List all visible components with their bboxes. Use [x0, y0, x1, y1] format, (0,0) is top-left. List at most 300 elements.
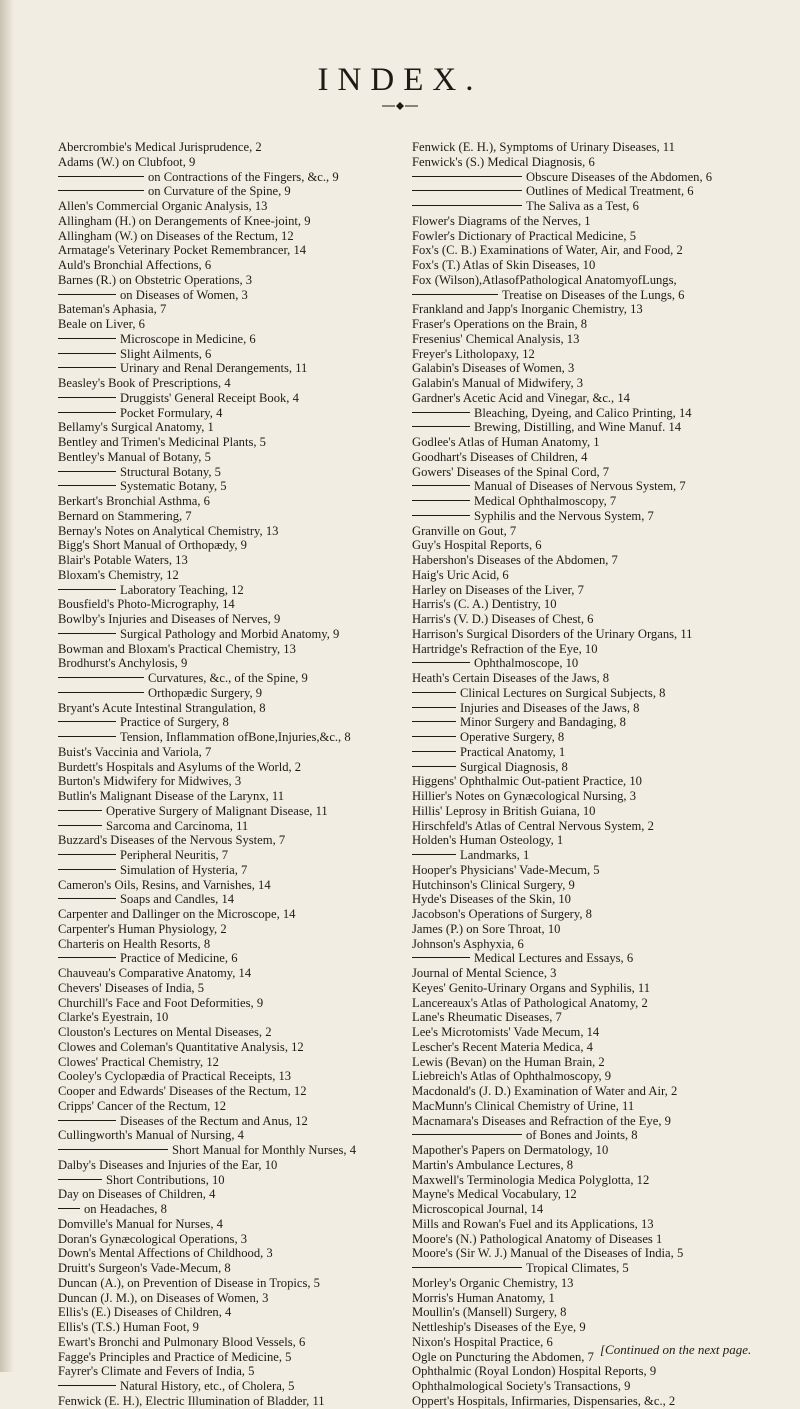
index-entry: [412, 996, 760, 1011]
index-entry: [412, 1217, 760, 1232]
index-entry: [58, 450, 388, 465]
index-entry-text: Hooper's Physicians' Vade-Mecum, 5: [412, 862, 600, 877]
index-entry: [412, 745, 760, 760]
index-entry: [412, 199, 760, 214]
index-entry: [58, 1143, 388, 1158]
index-entry-text: Allen's Commercial Organic Analysis, 13: [58, 199, 268, 213]
index-entry: [58, 730, 388, 745]
index-entry: [412, 1099, 760, 1114]
index-entry: [412, 627, 760, 642]
index-entry-text: Clinical Lectures on Surgical Subjects, 8: [460, 685, 666, 700]
index-entry: [58, 833, 388, 848]
index-entry: [412, 642, 760, 657]
ditto-dash: [412, 957, 470, 958]
index-entry: [58, 361, 388, 376]
index-entry: [58, 774, 388, 789]
index-entry-text: Operative Surgery of Malignant Disease, 11: [106, 803, 328, 818]
index-entry-text: Godlee's Atlas of Human Anatomy, 1: [412, 435, 600, 449]
index-entry: [58, 642, 388, 657]
ditto-dash: [412, 707, 456, 708]
index-entry-text: Cameron's Oils, Resins, and Varnishes, 14: [58, 877, 271, 892]
index-entry-text: Adams (W.) on Clubfoot, 9: [58, 154, 196, 169]
index-entry-text: Bloxam's Chemistry, 12: [58, 567, 179, 582]
index-entry-text: Tension, Inflammation ofBone,Injuries,&c., 8: [120, 730, 351, 744]
index-entry-text: Simulation of Hysteria, 7: [120, 862, 248, 877]
ditto-dash: [58, 736, 116, 737]
index-entry: [58, 1202, 388, 1217]
index-entry: [58, 1055, 388, 1070]
index-entry-text: Clowes and Coleman's Quantitative Analysis, 12: [58, 1039, 304, 1054]
index-entry-text: Cripps' Cancer of the Rectum, 12: [58, 1098, 227, 1113]
index-entry-text: Duncan (J. M.), on Diseases of Women, 3: [58, 1290, 269, 1305]
index-column-right: [412, 140, 760, 1409]
index-entry: [412, 1173, 760, 1188]
index-entry: [412, 1040, 760, 1055]
index-entry: [58, 376, 388, 391]
index-entry-text: Goodhart's Diseases of Children, 4: [412, 449, 588, 464]
index-entry: [412, 391, 760, 406]
index-entry-text: Fox's (T.) Atlas of Skin Diseases, 10: [412, 258, 596, 272]
ditto-dash: [412, 662, 470, 663]
index-entry-text: Pocket Formulary, 4: [120, 405, 223, 420]
index-entry-text: Morris's Human Anatomy, 1: [412, 1290, 555, 1305]
index-entry: [412, 568, 760, 583]
index-entry-text: Granville on Gout, 7: [412, 523, 517, 538]
index-entry: [412, 509, 760, 524]
index-entry: [58, 1394, 388, 1409]
index-entry-text: Cooper and Edwards' Diseases of the Rectum, 12: [58, 1084, 307, 1098]
ditto-dash: [412, 751, 456, 752]
index-entry-text: Fagge's Principles and Practice of Medicine, 5: [58, 1349, 292, 1364]
index-entry: [58, 420, 388, 435]
index-entry: [58, 627, 388, 642]
index-entry: [58, 981, 388, 996]
index-entry-text: Harris's (C. A.) Dentistry, 10: [412, 597, 557, 612]
index-entry-text: Buist's Vaccinia and Variola, 7: [58, 744, 212, 759]
index-entry-text: on Contractions of the Fingers, &c., 9: [148, 169, 339, 184]
ditto-dash: [58, 692, 144, 693]
index-entry-text: Berkart's Bronchial Asthma, 6: [58, 494, 210, 508]
index-entry-text: Domville's Manual for Nurses, 4: [58, 1216, 223, 1231]
index-entry: [412, 273, 760, 288]
index-entry: [412, 229, 760, 244]
index-entry: [412, 1291, 760, 1306]
index-entry: [58, 1246, 388, 1261]
index-entry: [412, 553, 760, 568]
index-entry-text: Heath's Certain Diseases of the Jaws, 8: [412, 671, 610, 685]
index-entry: [58, 848, 388, 863]
index-entry-text: Hartridge's Refraction of the Eye, 10: [412, 641, 598, 656]
index-entry: [58, 1010, 388, 1025]
index-entry-text: Mills and Rowan's Fuel and its Applications, 13: [412, 1216, 654, 1231]
index-entry: [412, 1320, 760, 1335]
index-entry-text: Nixon's Hospital Practice, 6: [412, 1334, 553, 1349]
index-entry-text: Ophthalmological Society's Transactions, 9: [412, 1379, 631, 1393]
index-entry: [412, 715, 760, 730]
index-entry: [58, 1173, 388, 1188]
index-entry: [412, 155, 760, 170]
index-entry: [412, 671, 760, 686]
index-entry-text: Diseases of the Rectum and Anus, 12: [120, 1113, 308, 1128]
index-entry: [58, 155, 388, 170]
index-entry-text: Auld's Bronchial Affections, 6: [58, 258, 212, 272]
index-entry: [58, 597, 388, 612]
index-entry-text: Practice of Surgery, 8: [120, 715, 229, 730]
index-entry: [412, 686, 760, 701]
index-entry-text: Clarke's Eyestrain, 10: [58, 1010, 169, 1025]
index-entry-text: Brodhurst's Anchylosis, 9: [58, 656, 188, 671]
index-entry-text: Clowes' Practical Chemistry, 12: [58, 1054, 219, 1069]
index-entry: [412, 907, 760, 922]
index-entry-text: Practice of Medicine, 6: [120, 951, 238, 966]
index-entry: [412, 892, 760, 907]
index-entry-text: on Headaches, 8: [84, 1202, 167, 1216]
index-entry: [58, 1158, 388, 1173]
index-entry: [58, 951, 388, 966]
index-entry-text: Journal of Mental Science, 3: [412, 966, 557, 980]
index-entry: [412, 420, 760, 435]
index-entry-text: Guy's Hospital Reports, 6: [412, 538, 542, 553]
ditto-dash: [412, 1267, 522, 1268]
ditto-dash: [412, 294, 498, 295]
index-entry-text: Nettleship's Diseases of the Eye, 9: [412, 1320, 586, 1334]
index-entry: [412, 1246, 760, 1261]
index-entry: [412, 302, 760, 317]
index-entry-text: Minor Surgery and Bandaging, 8: [460, 715, 626, 730]
index-entry-text: Curvatures, &c., of the Spine, 9: [148, 671, 308, 685]
index-entry: [58, 317, 388, 332]
ditto-dash: [58, 825, 102, 826]
index-entry-text: The Saliva as a Test, 6: [526, 199, 639, 213]
ditto-dash: [412, 515, 470, 516]
index-entry: [412, 140, 760, 155]
index-entry-text: Bernard on Stammering, 7: [58, 508, 192, 523]
ditto-dash: [58, 338, 116, 339]
index-entry-text: Harrison's Surgical Disorders of the Urinary Organs, 11: [412, 626, 693, 641]
index-entry-text: Duncan (A.), on Prevention of Disease in Tropics, 5: [58, 1275, 320, 1290]
index-entry: [412, 288, 760, 303]
index-entry-text: Ophthalmic (Royal London) Hospital Reports, 9: [412, 1364, 657, 1379]
index-entry: [412, 524, 760, 539]
index-entry: [58, 789, 388, 804]
index-column-left: [58, 140, 388, 1409]
ditto-dash: [58, 176, 144, 177]
ditto-dash: [58, 1385, 116, 1386]
index-entry-text: Carpenter's Human Physiology, 2: [58, 921, 227, 936]
index-entry-text: Microscope in Medicine, 6: [120, 331, 256, 346]
index-entry-text: Chevers' Diseases of India, 5: [58, 980, 205, 995]
index-entry: [58, 612, 388, 627]
index-entry: [412, 332, 760, 347]
index-entry-text: Surgical Pathology and Morbid Anatomy, 9: [120, 626, 340, 641]
index-entry-text: Allingham (W.) on Diseases of the Rectum, 12: [58, 228, 294, 243]
index-entry-text: Cooley's Cyclopædia of Practical Receipts, 13: [58, 1069, 292, 1084]
index-entry: [58, 302, 388, 317]
index-entry: [58, 1335, 388, 1350]
ditto-dash: [412, 854, 456, 855]
index-entry-text: Fayrer's Climate and Fevers of India, 5: [58, 1364, 255, 1379]
index-entry: [412, 1187, 760, 1202]
index-entry-text: Practical Anatomy, 1: [460, 744, 566, 759]
index-entry-text: Bellamy's Surgical Anatomy, 1: [58, 420, 214, 435]
index-entry-text: Medical Lectures and Essays, 6: [474, 951, 634, 966]
ditto-dash: [58, 677, 144, 678]
index-entry: [58, 686, 388, 701]
index-entry: [58, 199, 388, 214]
index-entry: [412, 538, 760, 553]
ditto-dash: [58, 190, 144, 191]
index-entry-text: Macnamara's Diseases and Refraction of the Eye, 9: [412, 1113, 671, 1128]
index-entry-text: Surgical Diagnosis, 8: [460, 759, 568, 774]
index-entry: [412, 848, 760, 863]
index-entry-text: Lane's Rheumatic Diseases, 7: [412, 1010, 562, 1025]
index-entry: [58, 184, 388, 199]
index-entry: [412, 1394, 760, 1409]
index-entry-text: Lancereaux's Atlas of Pathological Anatomy, 2: [412, 995, 648, 1010]
ditto-dash: [58, 485, 116, 486]
index-entry: [412, 1158, 760, 1173]
ditto-dash: [58, 957, 116, 958]
index-entry-text: Haig's Uric Acid, 6: [412, 567, 509, 582]
index-entry-text: Structural Botany, 5: [120, 464, 221, 479]
index-entry-text: Bigg's Short Manual of Orthopædy, 9: [58, 538, 247, 553]
index-entry-text: Chauveau's Comparative Anatomy, 14: [58, 966, 252, 980]
index-entry-text: Dalby's Diseases and Injuries of the Ear, 10: [58, 1157, 278, 1172]
ditto-dash: [412, 176, 522, 177]
index-entry-text: Morley's Organic Chemistry, 13: [412, 1275, 574, 1290]
index-entry: [412, 966, 760, 981]
ditto-dash: [412, 190, 522, 191]
index-entry: [412, 774, 760, 789]
index-entry: [58, 509, 388, 524]
index-entry: [58, 892, 388, 907]
index-entry-text: Syphilis and the Nervous System, 7: [474, 508, 654, 523]
index-entry: [58, 1379, 388, 1394]
index-entry: [58, 907, 388, 922]
index-entry: [58, 538, 388, 553]
index-entry: [58, 568, 388, 583]
index-entry-text: Fenwick (E. H.), Electric Illumination of Bladder, 11: [58, 1393, 325, 1408]
index-entry: [412, 317, 760, 332]
index-entry-text: Liebreich's Atlas of Ophthalmoscopy, 9: [412, 1069, 612, 1084]
index-entry-text: Day on Diseases of Children, 4: [58, 1187, 216, 1202]
index-entry: [412, 656, 760, 671]
index-entry: [58, 760, 388, 775]
index-entry-text: Abercrombie's Medical Jurisprudence, 2: [58, 140, 262, 154]
index-entry: [412, 1084, 760, 1099]
ditto-dash: [412, 412, 470, 413]
ditto-dash: [412, 721, 456, 722]
index-entry-text: Hillis' Leprosy in British Guiana, 10: [412, 803, 596, 818]
index-entry: [58, 1084, 388, 1099]
index-entry-text: Blair's Potable Waters, 13: [58, 553, 188, 567]
index-entry-text: Ellis's (T.S.) Human Foot, 9: [58, 1320, 199, 1334]
index-entry: [58, 1040, 388, 1055]
index-entry-text: Microscopical Journal, 14: [412, 1202, 544, 1216]
index-entry: [58, 656, 388, 671]
index-entry: [58, 1128, 388, 1143]
index-entry-text: Medical Ophthalmoscopy, 7: [474, 494, 617, 508]
index-entry-text: Tropical Climates, 5: [526, 1261, 629, 1275]
index-entry-text: Bentley's Manual of Botany, 5: [58, 449, 211, 464]
index-entry-text: Systematic Botany, 5: [120, 479, 227, 494]
ditto-dash: [58, 412, 116, 413]
index-entry-text: Outlines of Medical Treatment, 6: [526, 184, 694, 199]
index-entry: [412, 479, 760, 494]
index-entry-text: Bousfield's Photo-Micrography, 14: [58, 597, 235, 612]
index-entry: [412, 1305, 760, 1320]
index-entry-text: Bowlby's Injuries and Diseases of Nerves, 9: [58, 612, 281, 626]
index-entry: [412, 1202, 760, 1217]
ditto-dash: [58, 721, 116, 722]
index-entry: [412, 406, 760, 421]
index-entry: [58, 391, 388, 406]
index-entry-text: Ophthalmoscope, 10: [474, 656, 579, 671]
index-entry-text: Short Manual for Monthly Nurses, 4: [172, 1143, 356, 1157]
index-entry-text: Soaps and Candles, 14: [120, 892, 235, 907]
index-entry-text: Flower's Diagrams of the Nerves, 1: [412, 213, 591, 228]
index-entry: [412, 1379, 760, 1394]
index-entry-text: Peripheral Neuritis, 7: [120, 848, 229, 862]
index-entry: [58, 671, 388, 686]
index-entry-text: Galabin's Diseases of Women, 3: [412, 361, 575, 376]
index-entry: [58, 804, 388, 819]
ditto-dash: [412, 1134, 522, 1135]
index-entry-text: on Curvature of the Spine, 9: [148, 184, 291, 199]
index-entry-text: Charteris on Health Resorts, 8: [58, 936, 211, 951]
index-entry: [412, 376, 760, 391]
index-entry-text: Bernay's Notes on Analytical Chemistry, 13: [58, 523, 279, 538]
index-entry: [58, 1291, 388, 1306]
index-entry: [58, 479, 388, 494]
index-entry-text: Fox's (C. B.) Examinations of Water, Air, and Food, 2: [412, 243, 683, 258]
index-entry: [412, 1128, 760, 1143]
index-entry-text: Johnson's Asphyxia, 6: [412, 936, 524, 951]
index-entry-text: Gardner's Acetic Acid and Vinegar, &c., 14: [412, 390, 630, 405]
index-entry: [58, 243, 388, 258]
ditto-dash: [58, 1208, 80, 1209]
page-title: INDEX.: [317, 62, 483, 99]
index-entry: [58, 937, 388, 952]
index-entry-text: Fresenius' Chemical Analysis, 13: [412, 331, 580, 346]
ditto-dash: [412, 692, 456, 693]
index-entry: [58, 745, 388, 760]
index-entry-text: Galabin's Manual of Midwifery, 3: [412, 376, 584, 390]
ditto-dash: [412, 205, 522, 206]
index-entry: [58, 878, 388, 893]
index-entry: [412, 184, 760, 199]
index-entry-text: Frankland and Japp's Inorganic Chemistry, 13: [412, 302, 643, 317]
index-entry: [412, 819, 760, 834]
index-entry: [412, 760, 760, 775]
index-entry-text: of Bones and Joints, 8: [526, 1128, 638, 1143]
index-entry: [412, 612, 760, 627]
index-entry-text: Treatise on Diseases of the Lungs, 6: [502, 287, 685, 302]
ditto-dash: [58, 367, 116, 368]
index-entry: [412, 1276, 760, 1291]
ditto-dash: [58, 294, 116, 295]
index-entry: [58, 494, 388, 509]
index-entry-text: Hillier's Notes on Gynæcological Nursing, 3: [412, 789, 637, 803]
index-entry: [58, 288, 388, 303]
index-entry: [412, 804, 760, 819]
index-entry: [412, 1261, 760, 1276]
index-entry-text: Urinary and Renal Derangements, 11: [120, 361, 308, 376]
index-entry-text: Burton's Midwifery for Midwives, 3: [58, 774, 242, 789]
index-entry-text: Injuries and Diseases of the Jaws, 8: [460, 700, 640, 715]
index-entry: [58, 406, 388, 421]
index-entry-text: Sarcoma and Carcinoma, 11: [106, 818, 249, 833]
ditto-dash: [58, 633, 116, 634]
ditto-dash: [58, 869, 116, 870]
index-entry-text: Clouston's Lectures on Mental Diseases, 2: [58, 1025, 272, 1039]
ditto-dash: [58, 1149, 168, 1150]
index-entry: [58, 435, 388, 450]
index-entry: [58, 1069, 388, 1084]
index-entry-text: Buzzard's Diseases of the Nervous System, 7: [58, 833, 286, 848]
index-entry: [58, 273, 388, 288]
ditto-dash: [58, 898, 116, 899]
index-entry-text: Lee's Microtomists' Vade Mecum, 14: [412, 1025, 600, 1039]
index-entry: [412, 1025, 760, 1040]
index-entry-text: Fox (Wilson),AtlasofPathological AnatomyofLungs,: [412, 272, 677, 287]
index-entry: [58, 258, 388, 273]
index-entry-text: Obscure Diseases of the Abdomen, 6: [526, 169, 713, 184]
index-entry-text: Orthopædic Surgery, 9: [148, 685, 263, 700]
index-entry: [58, 701, 388, 716]
index-entry-text: Laboratory Teaching, 12: [120, 582, 244, 597]
index-entry-text: Natural History, etc., of Cholera, 5: [120, 1379, 295, 1393]
index-entry-text: Oppert's Hospitals, Infirmaries, Dispensaries, &c., 2: [412, 1393, 676, 1408]
ditto-dash: [412, 736, 456, 737]
index-entry: [412, 494, 760, 509]
index-entry-text: Bowman and Bloxam's Practical Chemistry, 13: [58, 641, 296, 656]
index-entry-text: Ogle on Puncturing the Abdomen, 7: [412, 1349, 594, 1364]
index-entry: [58, 170, 388, 185]
index-entry-text: Druitt's Surgeon's Vade-Mecum, 8: [58, 1261, 231, 1275]
index-entry: [58, 229, 388, 244]
index-entry-text: Brewing, Distilling, and Wine Manuf. 14: [474, 420, 682, 435]
index-entry-text: Freyer's Litholopaxy, 12: [412, 346, 535, 361]
index-entry-text: Gowers' Diseases of the Spinal Cord, 7: [412, 464, 610, 479]
index-entry-text: Lescher's Recent Materia Medica, 4: [412, 1039, 593, 1054]
index-entry: [412, 243, 760, 258]
index-entry-text: Operative Surgery, 8: [460, 730, 565, 744]
index-entry: [412, 258, 760, 273]
index-entry: [58, 524, 388, 539]
index-entry: [58, 347, 388, 362]
index-entry-text: Fenwick's (S.) Medical Diagnosis, 6: [412, 154, 595, 169]
index-entry: [412, 701, 760, 716]
index-entry-text: Ellis's (E.) Diseases of Children, 4: [58, 1305, 232, 1320]
ditto-dash: [58, 353, 116, 354]
index-entry: [412, 1143, 760, 1158]
index-entry: [58, 465, 388, 480]
index-entry: [412, 450, 760, 465]
index-entry-text: Butlin's Malignant Disease of the Larynx, 11: [58, 789, 284, 803]
ornament-divider: [380, 101, 420, 111]
index-entry-text: Beale on Liver, 6: [58, 317, 145, 331]
index-entry-text: Lewis (Bevan) on the Human Brain, 2: [412, 1054, 605, 1069]
index-entry: [58, 966, 388, 981]
index-entry: [58, 583, 388, 598]
ditto-dash: [412, 766, 456, 767]
ditto-dash: [58, 854, 116, 855]
index-entry-text: Manual of Diseases of Nervous System, 7: [474, 479, 686, 494]
page-edge-shadow: [0, 0, 14, 1372]
index-entry-text: Harley on Diseases of the Liver, 7: [412, 582, 584, 597]
index-entry: [412, 922, 760, 937]
